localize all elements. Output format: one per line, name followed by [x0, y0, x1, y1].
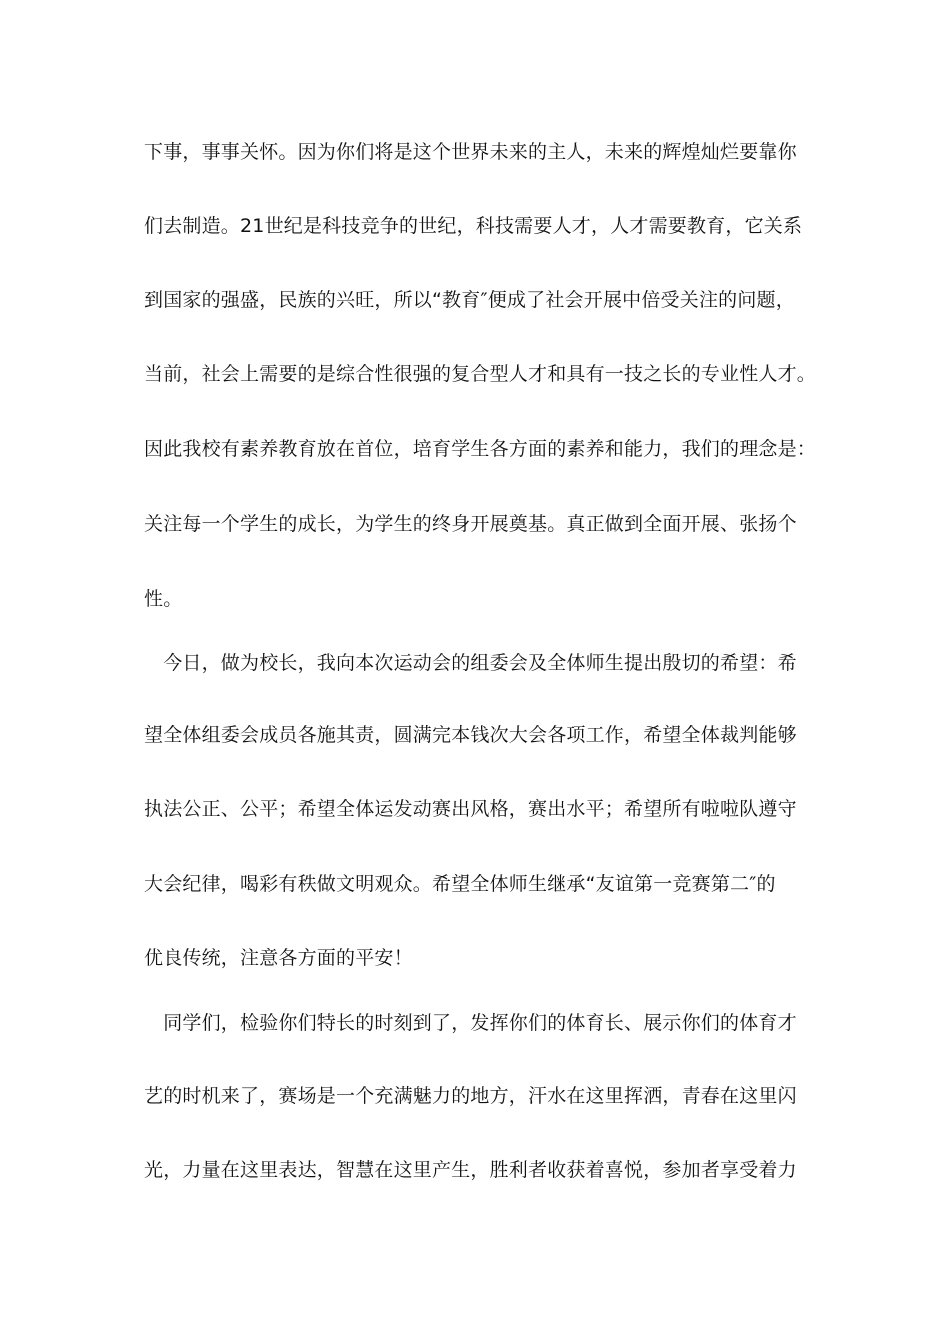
- text-line: 当前，社会上需要的是综合性很强的复合型人才和具有一技之长的专业性人才。: [144, 363, 817, 385]
- text-line: 执法公正、公平；希望全体运发动赛出风格，赛出水平；希望所有啦啦队遵守: [144, 798, 797, 820]
- text-line: 光，力量在这里表达，智慧在这里产生，胜利者收获着喜悦，参加者享受着力: [144, 1159, 797, 1181]
- text-line: 性。: [144, 588, 183, 610]
- text-line: 望全体组委会成员各施其责，圆满完本钱次大会各项工作，希望全体裁判能够: [144, 724, 797, 746]
- text-line: 下事，事事关怀。因为你们将是这个世界未来的主人，未来的辉煌灿烂要靠你: [144, 141, 797, 163]
- text-line: 同学们，检验你们特长的时刻到了，发挥你们的体育长、展示你们的体育才: [144, 1012, 797, 1034]
- text-line: 大会纪律，喝彩有秩做文明观众。希望全体师生继承“友谊第一竞赛第二″的: [144, 873, 776, 895]
- text-line: 因此我校有素养教育放在首位，培育学生各方面的素养和能力，我们的理念是：: [144, 438, 817, 460]
- text-line: 到国家的强盛，民族的兴旺，所以“教育″便成了社会开展中倍受关注的问题，: [144, 289, 795, 311]
- text-line: 艺的时机来了，赛场是一个充满魅力的地方，汗水在这里挥洒，青春在这里闪: [144, 1085, 797, 1107]
- text-line: 优良传统，注意各方面的平安！: [144, 947, 413, 969]
- text-line: 今日，做为校长，我向本次运动会的组委会及全体师生提出殷切的希望：希: [144, 652, 797, 674]
- text-line: 们去制造。21世纪是科技竞争的世纪，科技需要人才，人才需要教育，它关系: [144, 215, 803, 237]
- text-line: 关注每一个学生的成长，为学生的终身开展奠基。真正做到全面开展、张扬个: [144, 513, 797, 535]
